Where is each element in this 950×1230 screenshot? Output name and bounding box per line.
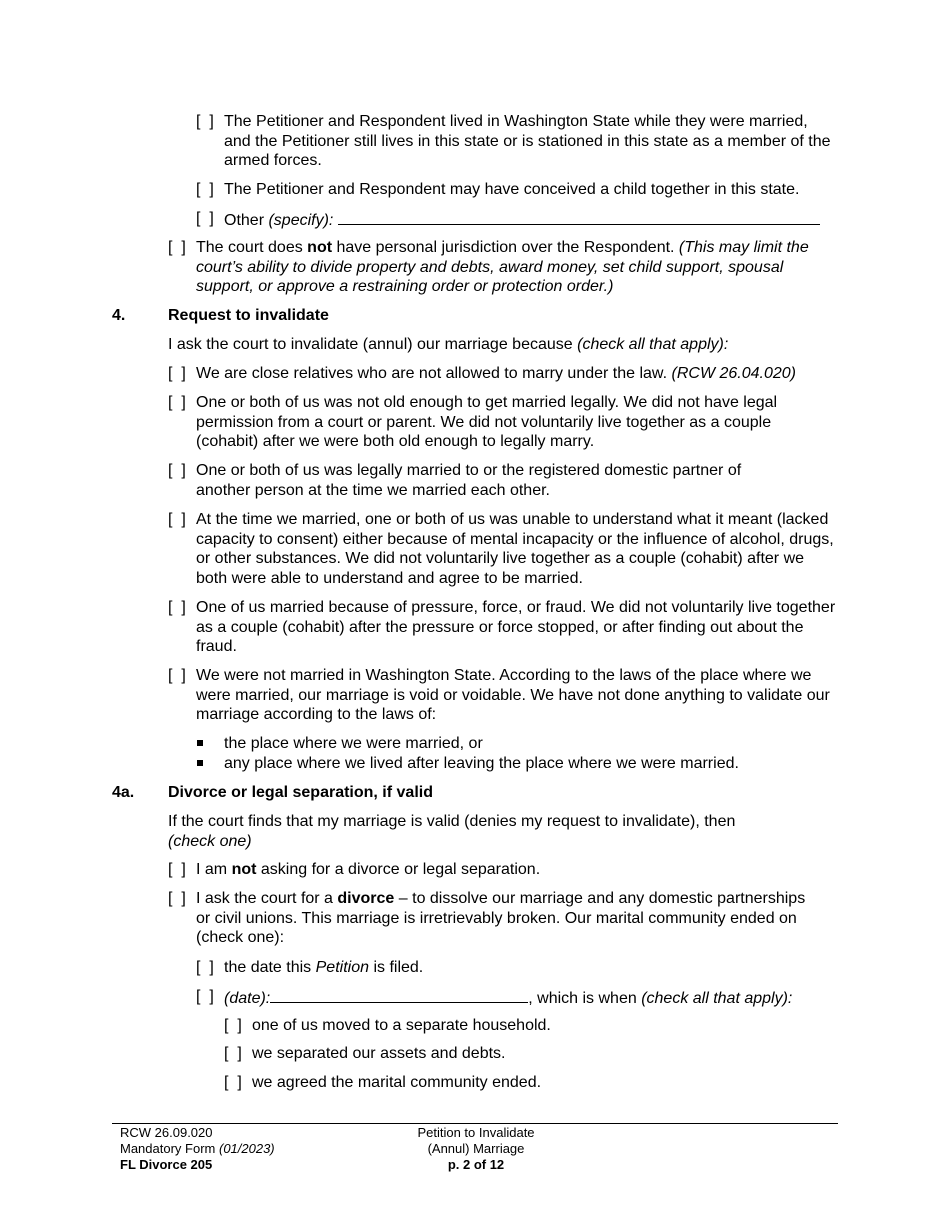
section-title: Request to invalidate [168,307,329,324]
option-text-cont: – to dissolve our marriage and any domestic partnerships or civil unions. This marriage is irretrievably broken. Our marital community ended on (check one): [196,890,806,946]
intro-note: (check all that apply): [577,336,729,353]
other-label: Other [224,212,269,229]
option-specific-date [196,987,836,1009]
option-text: , which is when [528,990,642,1007]
option-divorce [168,889,808,948]
checkbox[interactable]: [ ] [224,1074,242,1091]
footer-title-line2: (Annul) Marriage [427,1141,525,1156]
checkbox[interactable]: [ ] [168,365,186,382]
date-label: (date): [224,990,271,1007]
option-text: The Petitioner and Respondent lived in Washington State while they were married, and the Petitioner still lives in this state or is stationed in this state as a member of the armed forces. [224,113,831,169]
section-number: 4. [112,307,126,324]
option-text: At the time we married, one or both of us was unable to understand what it meant (lacked capacity to consent) either because of mental incapacity or the influence of alcohol, drugs, or other substances. We did not voluntarily live together as a couple (cohabit) after we both were able to understand and agree to be married. [196,511,834,587]
date-field[interactable] [270,987,528,1003]
option-note: (This may limit the court’s ability to divide property and debts, award money, set child support, spousal support, or approve a restraining order or protection order.) [196,239,809,295]
checkbox[interactable]: [ ] [196,959,214,976]
footer-divider [112,1123,838,1124]
checkbox[interactable]: [ ] [168,394,186,411]
option-date-petition-filed [196,958,796,978]
checkbox[interactable]: [ ] [196,113,214,130]
checkbox[interactable]: [ ] [168,511,186,528]
footer-rcw: RCW 26.09.020 [120,1125,213,1140]
option-text: I ask the court for a [196,890,338,907]
emphasis-divorce: divorce [337,890,395,907]
checkbox[interactable]: [ ] [168,462,186,479]
emphasis-not: not [307,239,333,256]
option-text: the date this [224,959,316,976]
footer-center [396,1125,556,1173]
option-separated-assets [224,1044,724,1064]
option-text-cont: have personal jurisdiction over the Respondent. [332,239,679,256]
checkbox[interactable]: [ ] [224,1045,242,1062]
section-intro [168,812,808,851]
option-text: One or both of us was legally married to or the registered domestic partner of another person at the time we married each other. [196,462,742,499]
option-not-married-in-washington [168,666,833,725]
option-text: One of us married because of pressure, force, or fraud. We did not voluntarily live together as a couple (cohabit) after the pressure or force stopped, or after finding out about the fraud. [196,599,836,655]
checkbox[interactable]: [ ] [168,667,186,684]
statute-citation: (RCW 26.04.020) [671,365,796,382]
checkbox[interactable]: [ ] [224,1017,242,1034]
checkbox[interactable]: [ ] [168,599,186,616]
footer-title-line1: Petition to Invalidate [417,1125,535,1140]
option-lacked-capacity [168,510,838,588]
intro-text: I ask the court to invalidate (annul) our marriage because [168,336,578,353]
option-no-personal-jurisdiction [168,238,828,297]
option-text: We were not married in Washington State. According to the laws of the place where we were married, our marriage is void or voidable. We have not done anything to validate our marriage according to the laws of: [196,667,830,723]
checkbox[interactable]: [ ] [196,181,214,198]
section-number: 4a. [112,784,135,801]
bullet-marker [197,740,203,746]
option-text-cont: asking for a divorce or legal separation. [256,861,541,878]
bullet-item: the place where we were married, or [224,735,483,752]
option-text: The court does [196,239,308,256]
section-intro [168,335,838,355]
option-conceived-child [196,180,856,200]
mandatory-label: Mandatory Form [120,1141,219,1156]
option-text: I am [196,861,232,878]
checkbox[interactable]: [ ] [168,890,186,907]
option-text: one of us moved to a separate household. [252,1017,551,1034]
option-not-asking-divorce [168,860,768,880]
option-text: we separated our assets and debts. [252,1045,506,1062]
checkbox[interactable]: [ ] [196,988,214,1005]
option-moved-separate-household [224,1016,724,1036]
specify-label: (specify): [268,212,334,229]
footer-page-number: p. 2 of 12 [447,1157,505,1172]
checkbox[interactable]: [ ] [196,210,214,227]
option-text: One or both of us was not old enough to get married legally. We did not have legal permission from a court or parent. We did not voluntarily live together as a couple (cohabit) after we were both old enough to legally marry. [196,394,778,450]
option-text: We are close relatives who are not allowed to marry under the law. [196,365,672,382]
footer-form-id: FL Divorce 205 [120,1157,213,1172]
checkbox[interactable]: [ ] [168,239,186,256]
option-already-married [168,461,798,500]
option-pressure-force-fraud [168,598,843,657]
option-lived-in-washington [196,112,836,171]
option-not-old-enough [168,393,828,452]
mandatory-date: (01/2023) [218,1141,275,1156]
option-other [196,209,836,231]
checkbox[interactable]: [ ] [168,861,186,878]
option-text-cont: is filed. [369,959,424,976]
other-specify-field[interactable] [338,209,820,225]
option-text: we agreed the marital community ended. [252,1074,542,1091]
bullet-item: any place where we lived after leaving the place where we were married. [224,755,739,772]
section-title: Divorce or legal separation, if valid [168,784,433,801]
petition-term: Petition [315,959,369,976]
option-note: (check all that apply): [641,990,793,1007]
footer-left [120,1125,275,1173]
option-text: The Petitioner and Respondent may have conceived a child together in this state. [224,181,800,198]
option-agreed-ended [224,1073,724,1093]
emphasis-not: not [231,861,257,878]
footer-mandatory [120,1141,275,1157]
bullet-marker [197,760,203,766]
intro-text: If the court finds that my marriage is valid (denies my request to invalidate), then [168,813,736,830]
option-close-relatives [168,364,848,384]
intro-note: (check one) [168,832,252,850]
